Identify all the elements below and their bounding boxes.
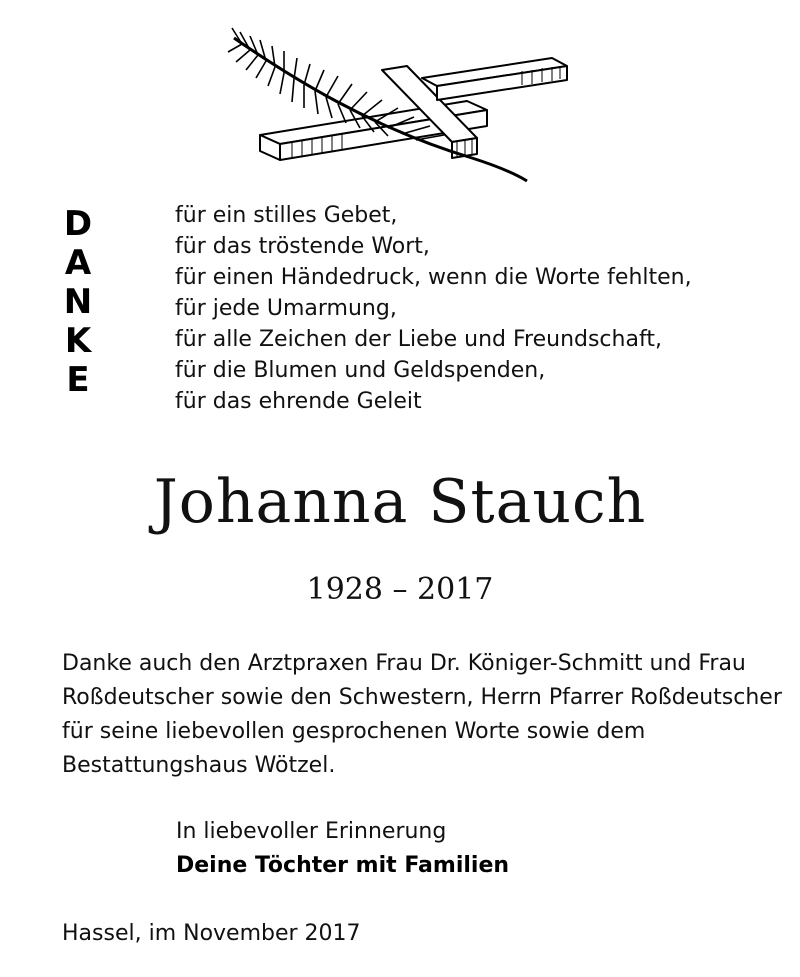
thanks-line: für das ehrende Geleit [175, 389, 422, 414]
danke-letter: D [63, 204, 93, 244]
place-date: Hassel, im November 2017 [62, 921, 361, 946]
life-years: 1928 – 2017 [306, 572, 494, 607]
thanks-line: für einen Händedruck, wenn die Worte fehlten, [175, 265, 692, 290]
thanks-line: für alle Zeichen der Liebe und Freundschaft, [175, 327, 662, 352]
danke-letter: N [63, 282, 93, 322]
thanks-line: für ein stilles Gebet, [175, 203, 398, 228]
memory-line: In liebevoller Erinnerung [176, 819, 447, 844]
palm-branch-cross-icon [222, 18, 582, 193]
deceased-name: Johanna Stauch [153, 467, 647, 537]
danke-letter: K [64, 321, 92, 361]
danke-letter: E [66, 360, 90, 400]
danke-letter: A [64, 243, 92, 283]
additional-thanks-paragraph: Danke auch den Arztpraxen Frau Dr. Königer-Schmitt und Frau Roßdeutscher sowie den Schwestern, Herrn Pfarrer Roßdeutscher für seine liebevollen gesprochenen Worte sowie dem Bestattungshaus Wötzel. [62, 651, 782, 778]
thanks-line: für die Blumen und Geldspenden, [175, 358, 546, 383]
signature: Deine Töchter mit Familien [176, 853, 510, 878]
thanks-line: für das tröstende Wort, [175, 234, 430, 259]
thanks-line: für jede Umarmung, [175, 296, 397, 321]
vertical-danke-word [58, 205, 98, 400]
thanks-list [175, 200, 692, 417]
